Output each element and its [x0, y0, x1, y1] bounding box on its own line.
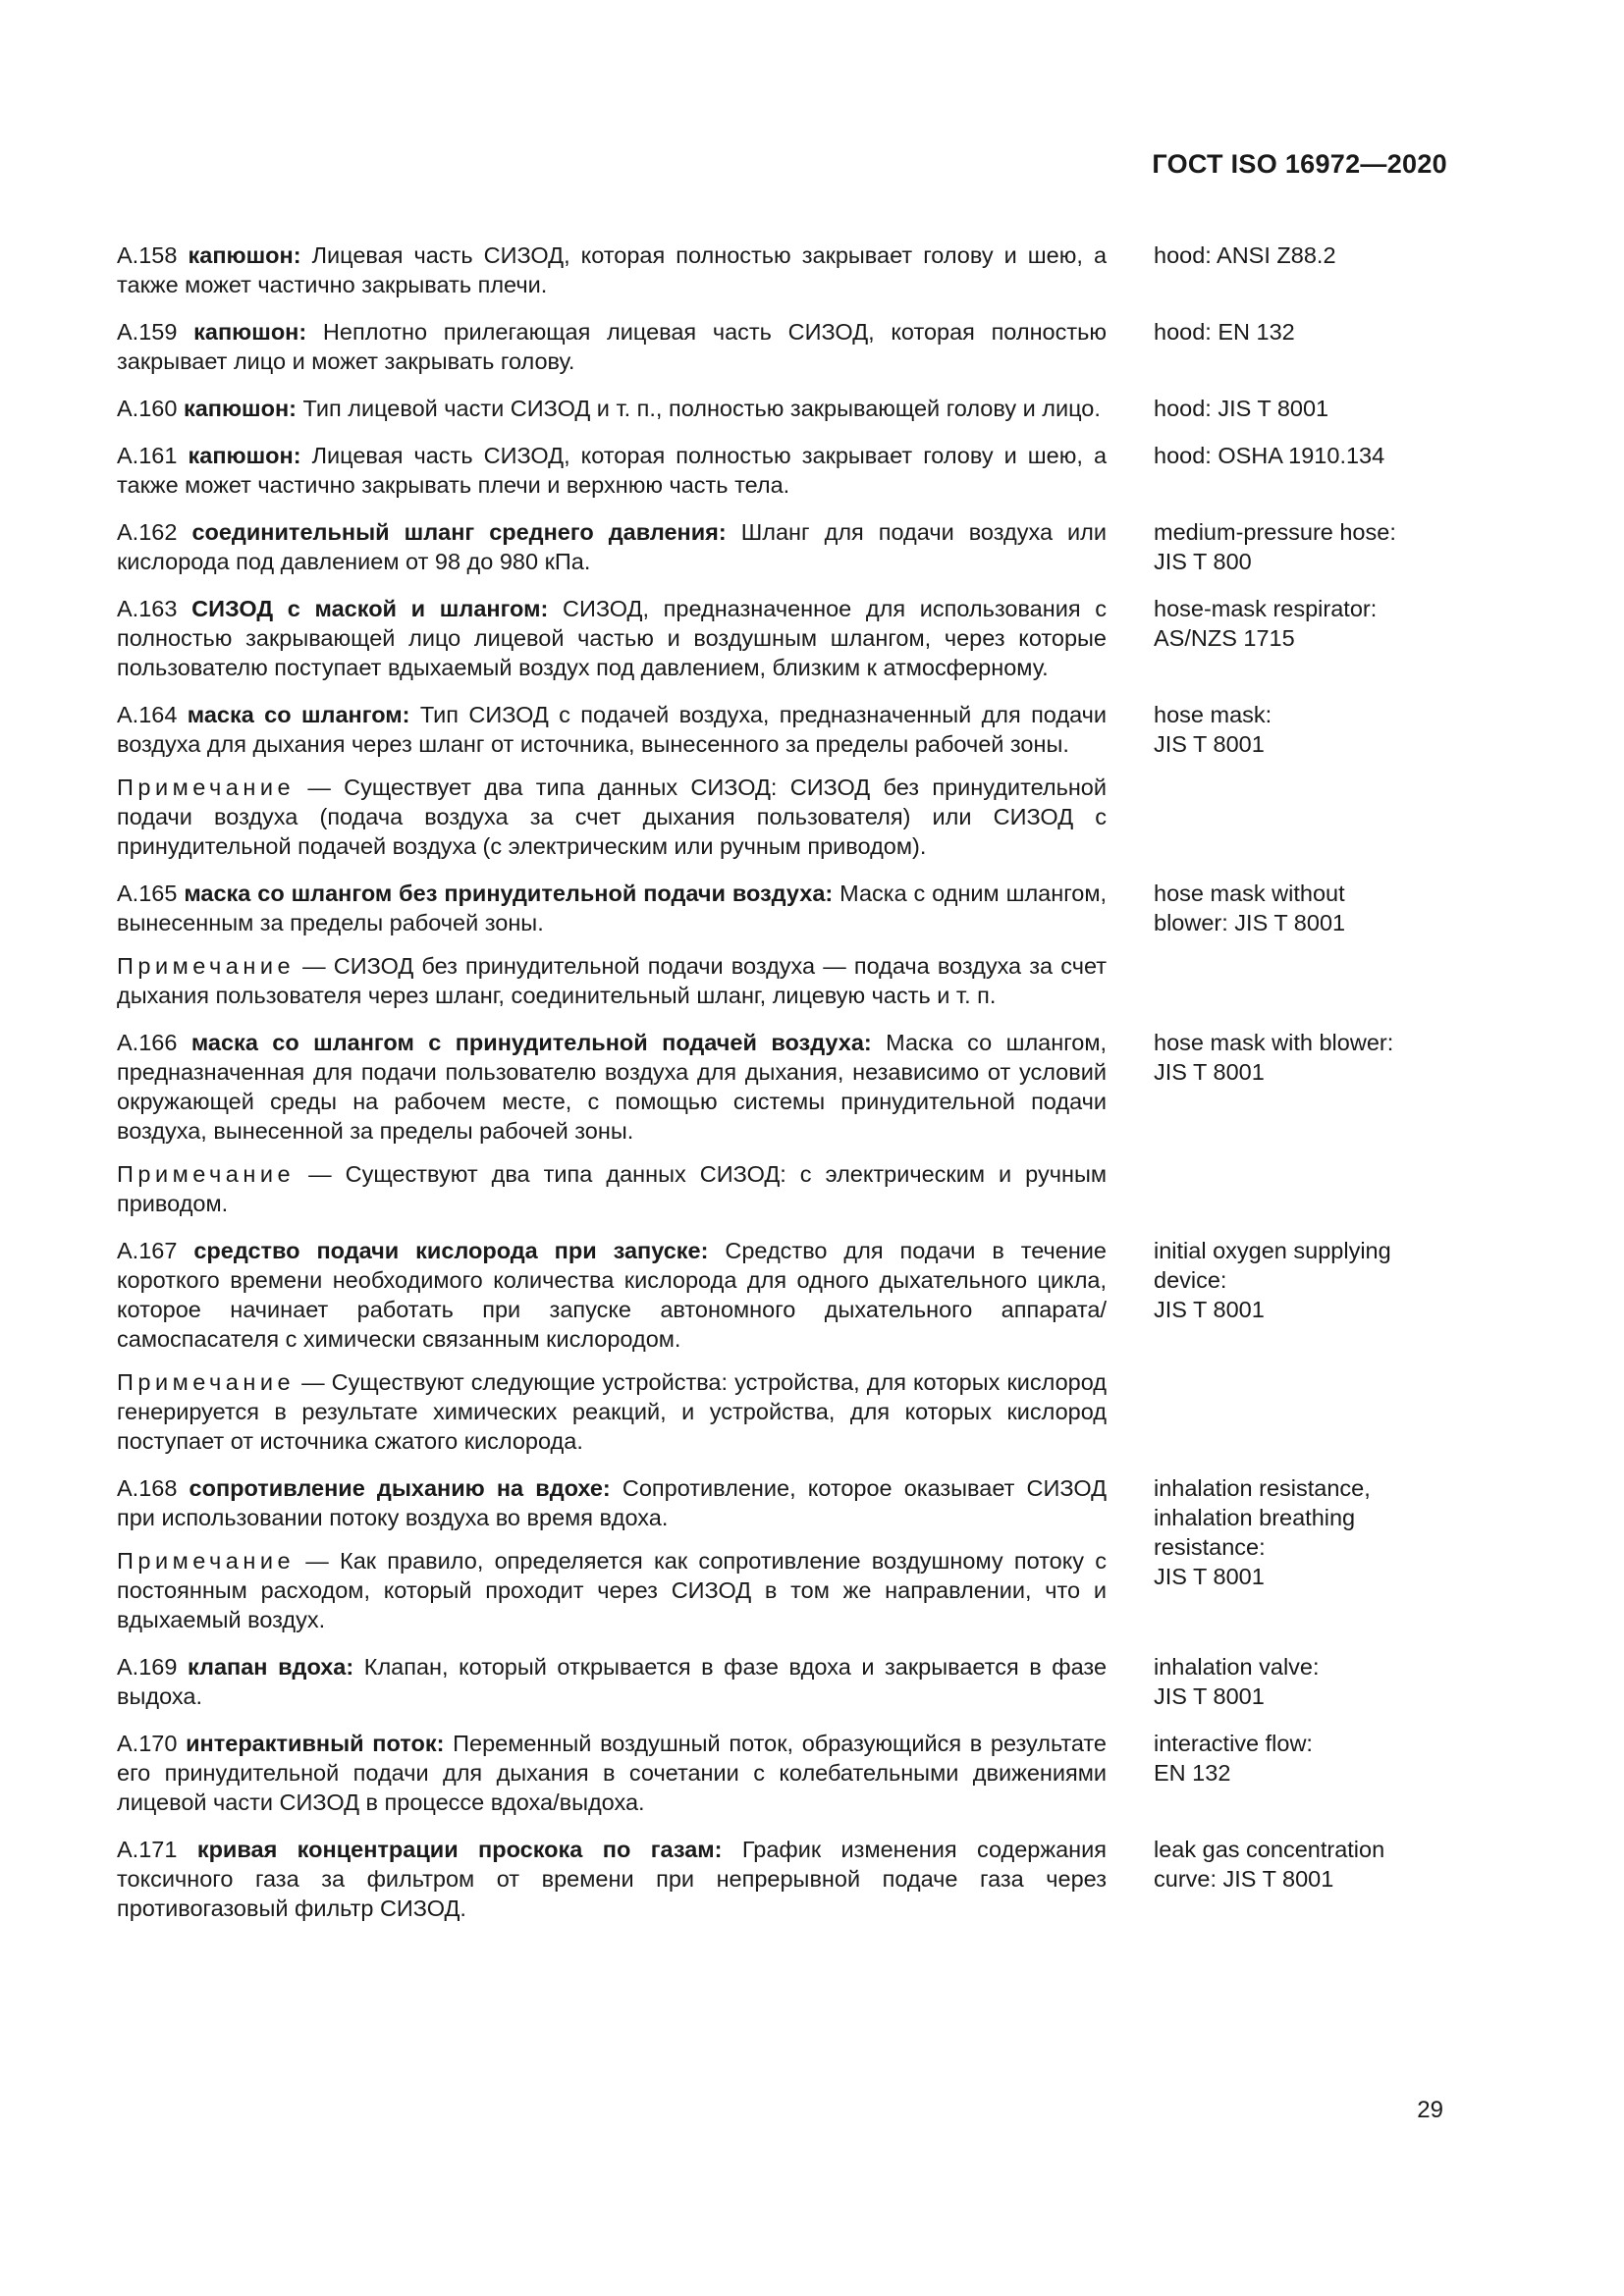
term-source-line: blower: JIS T 8001	[1154, 910, 1346, 935]
term-number: А.159	[117, 319, 178, 345]
term-number: А.171	[117, 1837, 178, 1862]
term-definition	[117, 1473, 1107, 1532]
term-definition-block	[117, 517, 1107, 576]
term-source-line: EN 132	[1154, 1760, 1231, 1786]
term-definition	[117, 317, 1107, 376]
term-number: А.168	[117, 1475, 178, 1501]
term-source-line: device:	[1154, 1267, 1227, 1293]
term-entry	[117, 1835, 1452, 1923]
document-header-id: ГОСТ ISO 16972—2020	[1152, 149, 1447, 179]
term-definition-block	[117, 240, 1107, 299]
term-entry	[117, 441, 1452, 500]
term-entry	[117, 700, 1452, 861]
term-number: А.170	[117, 1731, 178, 1756]
term-definition	[117, 1652, 1107, 1711]
term-text: Сопротивление, которое оказывает СИЗОД при использовании потоку воздуха во время вдоха.	[117, 1475, 1107, 1530]
term-definition	[117, 240, 1107, 299]
term-number: А.160	[117, 396, 178, 421]
note-label: Примечание	[117, 774, 296, 800]
term-note	[117, 1367, 1107, 1456]
term-source-line: hose mask with blower:	[1154, 1030, 1394, 1055]
term-title: маска со шлангом без принудительной подачи воздуха:	[184, 881, 834, 906]
term-source-line: hose-mask respirator:	[1154, 596, 1378, 621]
term-number: А.162	[117, 519, 178, 545]
term-entry	[117, 394, 1452, 423]
term-definition-block	[117, 700, 1107, 861]
term-source-line: resistance:	[1154, 1534, 1266, 1560]
term-text: Лицевая часть СИЗОД, которая полностью закрывает голову и шею, а также может частично закрывать плечи и верхнюю часть тела.	[117, 443, 1108, 498]
term-source-line: hood: ANSI Z88.2	[1154, 242, 1336, 268]
term-source	[1154, 594, 1448, 682]
term-source	[1154, 700, 1448, 861]
term-definition-block	[117, 441, 1107, 500]
term-definition-block	[117, 1473, 1107, 1634]
term-title: капюшон:	[183, 396, 298, 421]
term-entry	[117, 1729, 1452, 1817]
term-number: А.158	[117, 242, 178, 268]
term-source-line: hood: EN 132	[1154, 319, 1295, 345]
term-title: маска со шлангом:	[187, 702, 410, 727]
term-source	[1154, 517, 1448, 576]
term-number: А.161	[117, 443, 178, 468]
term-text: График изменения содержания токсичного газа за фильтром от времени при непрерывной подаче газа через противогазовый фильтр СИЗОД.	[117, 1837, 1107, 1921]
term-definition	[117, 594, 1107, 682]
term-source-line: curve: JIS T 8001	[1154, 1866, 1334, 1892]
term-source	[1154, 1729, 1448, 1817]
term-definition	[117, 1729, 1107, 1817]
term-source-line: medium-pressure hose:	[1154, 519, 1396, 545]
term-note	[117, 1546, 1107, 1634]
term-text: Клапан, который открывается в фазе вдоха и закрывается в фазе выдоха.	[117, 1654, 1108, 1709]
term-source-line: hose mask:	[1154, 702, 1272, 727]
term-source	[1154, 1652, 1448, 1711]
term-source	[1154, 394, 1448, 423]
term-source-line: JIS T 8001	[1154, 1297, 1265, 1322]
term-definition	[117, 1835, 1107, 1923]
term-definition	[117, 1236, 1107, 1354]
term-entry	[117, 879, 1452, 1010]
term-title: клапан вдоха:	[188, 1654, 354, 1680]
term-number: А.163	[117, 596, 178, 621]
term-entry	[117, 1652, 1452, 1711]
term-text: Тип СИЗОД с подачей воздуха, предназначенный для подачи воздуха для дыхания через шланг от источника, вынесенного за пределы рабочей зоны.	[117, 702, 1107, 757]
term-definition-block	[117, 317, 1107, 376]
term-source-line: inhalation valve:	[1154, 1654, 1320, 1680]
term-text: СИЗОД, предназначенное для использования с полностью закрывающей лицо лицевой частью и воздушным шлангом, через которые пользователю поступает вдыхаемый воздух под давлением, близким к атмосферному.	[117, 596, 1107, 680]
note-text: — Существуют следующие устройства: устройства, для которых кислород генерируется в результате химических реакций, и устройства, для которых кислород поступает от источника сжатого кислорода.	[117, 1369, 1107, 1454]
term-definition	[117, 879, 1107, 937]
terms-list	[117, 240, 1452, 1941]
term-entry	[117, 1473, 1452, 1634]
note-text: — Существует два типа данных СИЗОД: СИЗОД без принудительной подачи воздуха (подача воздуха за счет дыхания пользователя) или СИЗОД с принудительной подачей воздуха (с электрическим или ручным приводом).	[117, 774, 1107, 859]
term-source	[1154, 441, 1448, 500]
term-definition-block	[117, 1835, 1107, 1923]
term-entry	[117, 517, 1452, 576]
term-definition-block	[117, 1729, 1107, 1817]
term-source	[1154, 240, 1448, 299]
term-source	[1154, 317, 1448, 376]
term-definition	[117, 700, 1107, 759]
term-source	[1154, 1028, 1448, 1218]
note-label: Примечание	[117, 1161, 296, 1187]
term-source-line: JIS T 8001	[1154, 1564, 1265, 1589]
term-source-line: hood: JIS T 8001	[1154, 396, 1329, 421]
term-title: СИЗОД с маской и шлангом:	[191, 596, 549, 621]
term-number: А.167	[117, 1238, 178, 1263]
term-number: А.165	[117, 881, 178, 906]
term-text: Лицевая часть СИЗОД, которая полностью закрывает голову и шею, а также может частично закрывать плечи.	[117, 242, 1108, 297]
term-definition-block	[117, 1652, 1107, 1711]
term-entry	[117, 1236, 1452, 1456]
term-text: Переменный воздушный поток, образующийся в результате его принудительной подачи для дыхания в сочетании с колебательными движениями лицевой части СИЗОД в процессе вдоха/выдоха.	[117, 1731, 1108, 1815]
term-definition	[117, 517, 1107, 576]
term-title: сопротивление дыханию на вдохе:	[189, 1475, 611, 1501]
term-source-line: inhalation breathing	[1154, 1505, 1356, 1530]
term-entry	[117, 317, 1452, 376]
term-title: кривая концентрации проскока по газам:	[196, 1837, 723, 1862]
term-definition	[117, 441, 1107, 500]
term-source	[1154, 1835, 1448, 1923]
term-definition-block	[117, 1028, 1107, 1218]
term-source	[1154, 1236, 1448, 1456]
note-label: Примечание	[117, 953, 296, 979]
term-number: А.169	[117, 1654, 178, 1680]
term-source-line: JIS T 8001	[1154, 1683, 1265, 1709]
term-title: средство подачи кислорода при запуске:	[193, 1238, 709, 1263]
term-title: интерактивный поток:	[186, 1731, 445, 1756]
note-label: Примечание	[117, 1369, 296, 1395]
term-note	[117, 1159, 1107, 1218]
term-source	[1154, 1473, 1448, 1634]
term-note	[117, 773, 1107, 861]
term-source-line: inhalation resistance,	[1154, 1475, 1371, 1501]
term-text: Тип лицевой части СИЗОД и т. п., полностью закрывающей голову и лицо.	[302, 396, 1101, 421]
term-text: Маска с одним шлангом, вынесенным за пределы рабочей зоны.	[117, 881, 1108, 935]
term-title: маска со шлангом с принудительной подачей воздуха:	[190, 1030, 872, 1055]
term-text: Шланг для подачи воздуха или кислорода под давлением от 98 до 980 кПа.	[117, 519, 1107, 574]
term-definition-block	[117, 594, 1107, 682]
term-source	[1154, 879, 1448, 1010]
term-definition	[117, 394, 1107, 423]
term-text: Средство для подачи в течение короткого времени необходимого количества кислорода для одного дыхательного цикла, которое начинает работать при запуске автономного дыхательного аппарата/самоспасателя с химически связанным кислородом.	[117, 1238, 1108, 1352]
term-entry	[117, 594, 1452, 682]
term-definition-block	[117, 394, 1107, 423]
term-title: капюшон:	[188, 242, 301, 268]
term-text: Маска со шлангом, предназначенная для подачи пользователю воздуха для дыхания, независимо от условий окружающей среды на рабочем месте, с помощью системы принудительной подачи воздуха, вынесенной за пределы рабочей зоны.	[117, 1030, 1108, 1144]
term-source-line: AS/NZS 1715	[1154, 625, 1295, 651]
term-note	[117, 951, 1107, 1010]
term-definition	[117, 1028, 1107, 1146]
term-source-line: initial oxygen supplying	[1154, 1238, 1391, 1263]
term-definition-block	[117, 1236, 1107, 1456]
term-source-line: JIS T 800	[1154, 549, 1252, 574]
term-title: капюшон:	[188, 443, 301, 468]
term-source-line: interactive flow:	[1154, 1731, 1313, 1756]
term-source-line: leak gas concentration	[1154, 1837, 1385, 1862]
note-text: — Существуют два типа данных СИЗОД: с электрическим и ручным приводом.	[117, 1161, 1107, 1216]
term-entry	[117, 240, 1452, 299]
term-number: А.166	[117, 1030, 178, 1055]
note-text: — Как правило, определяется как сопротивление воздушному потоку с постоянным расходом, который проходит через СИЗОД в том же направлении, что и вдыхаемый воздух.	[117, 1548, 1108, 1632]
term-title: капюшон:	[193, 319, 307, 345]
term-entry	[117, 1028, 1452, 1218]
term-source-line: JIS T 8001	[1154, 1059, 1265, 1085]
term-text: Неплотно прилегающая лицевая часть СИЗОД, которая полностью закрывает лицо и может закрывать голову.	[117, 319, 1108, 374]
term-source-line: hood: OSHA 1910.134	[1154, 443, 1385, 468]
note-text: — СИЗОД без принудительной подачи воздуха — подача воздуха за счет дыхания пользователя через шланг, соединительный шланг, лицевую часть и т. п.	[117, 953, 1107, 1008]
term-source-line: hose mask without	[1154, 881, 1345, 906]
page-number: 29	[1417, 2097, 1443, 2123]
term-source-line: JIS T 8001	[1154, 731, 1265, 757]
term-title: соединительный шланг среднего давления:	[191, 519, 727, 545]
term-definition-block	[117, 879, 1107, 1010]
term-number: А.164	[117, 702, 178, 727]
note-label: Примечание	[117, 1548, 296, 1574]
